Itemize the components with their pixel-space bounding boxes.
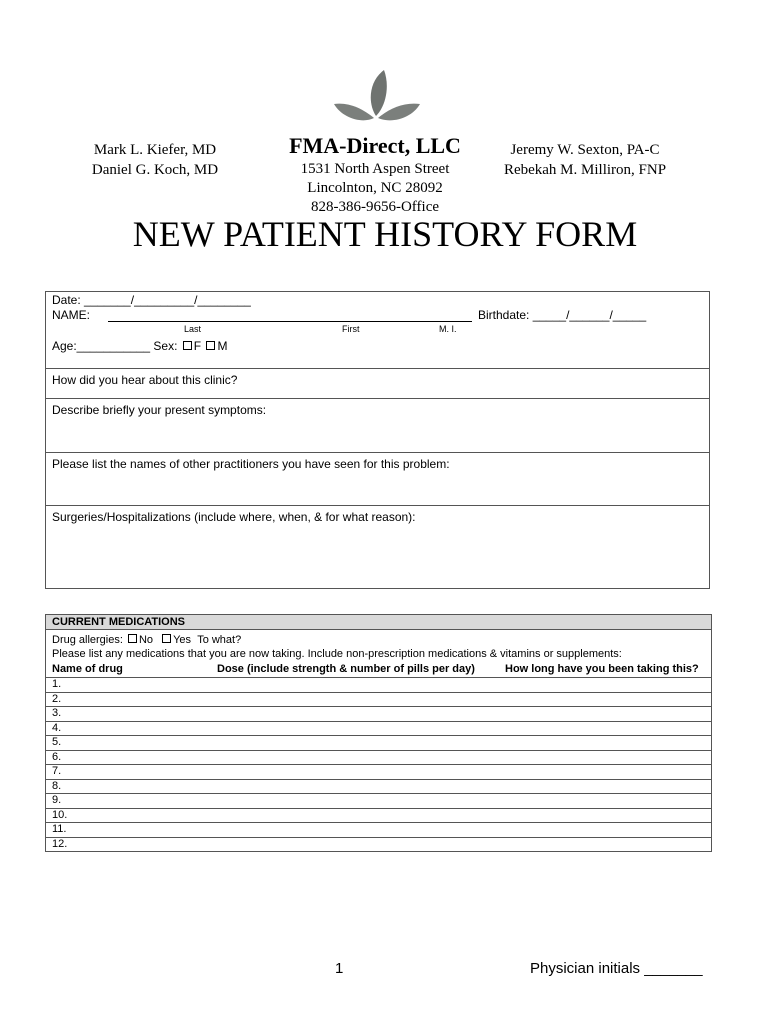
col-header-dose: Dose (include strength & number of pills per day) bbox=[217, 663, 475, 675]
physician-initials-field[interactable]: Physician initials _______ bbox=[530, 960, 703, 977]
patient-info-box bbox=[45, 291, 710, 589]
allergies-no-checkbox[interactable] bbox=[128, 634, 137, 643]
medication-row[interactable]: 4. bbox=[46, 721, 711, 736]
medications-box bbox=[45, 614, 712, 852]
allergies-line bbox=[52, 634, 241, 647]
surgeries-question: Surgeries/Hospitalizations (include where, when, & for what reason): bbox=[52, 510, 416, 524]
physician-name: Jeremy W. Sexton, PA-C bbox=[510, 142, 660, 158]
age-sex-label[interactable]: Age:___________ Sex: bbox=[52, 339, 178, 353]
form-title: NEW PATIENT HISTORY FORM bbox=[132, 214, 638, 254]
medication-row[interactable]: 10. bbox=[46, 808, 711, 823]
col-header-name: Name of drug bbox=[52, 663, 123, 675]
birthdate-field[interactable]: Birthdate: _____/______/_____ bbox=[478, 308, 647, 322]
allergies-to-what[interactable]: To what? bbox=[197, 634, 242, 646]
medication-row[interactable]: 12. bbox=[46, 837, 711, 852]
symptoms-row[interactable] bbox=[46, 399, 709, 453]
medication-row[interactable]: 3. bbox=[46, 706, 711, 721]
sex-male-checkbox[interactable] bbox=[206, 341, 215, 350]
leaf-logo bbox=[332, 66, 422, 122]
physician-name: Daniel G. Koch, MD bbox=[91, 162, 219, 178]
name-sub-last: Last bbox=[184, 324, 202, 334]
date-field[interactable]: Date: _______/_________/________ bbox=[52, 293, 251, 307]
medications-heading: CURRENT MEDICATIONS bbox=[46, 615, 711, 630]
age-sex-line bbox=[52, 339, 227, 353]
header-company-block bbox=[275, 132, 475, 217]
phone-line: 828-386-9656-Office bbox=[310, 199, 440, 215]
allergies-label: Drug allergies: bbox=[52, 634, 123, 646]
name-field[interactable] bbox=[108, 321, 472, 322]
medication-row[interactable]: 2. bbox=[46, 692, 711, 707]
demographics-row bbox=[46, 292, 709, 369]
referral-question: How did you hear about this clinic? bbox=[52, 373, 238, 387]
page-number: 1 bbox=[335, 960, 344, 977]
address-line: 1531 North Aspen Street bbox=[300, 161, 450, 177]
medication-row[interactable]: 8. bbox=[46, 779, 711, 794]
medication-row[interactable]: 6. bbox=[46, 750, 711, 765]
practitioners-row[interactable] bbox=[46, 453, 709, 506]
name-sub-first: First bbox=[342, 324, 360, 334]
symptoms-question: Describe briefly your present symptoms: bbox=[52, 403, 267, 417]
physician-name: Mark L. Kiefer, MD bbox=[93, 142, 217, 158]
allergies-no-label: No bbox=[138, 634, 154, 646]
company-name: FMA-Direct, LLC bbox=[289, 133, 461, 158]
allergies-yes-checkbox[interactable] bbox=[162, 634, 171, 643]
medication-row[interactable]: 5. bbox=[46, 735, 711, 750]
sex-female-checkbox[interactable] bbox=[183, 341, 192, 350]
header-physicians-right bbox=[485, 140, 685, 180]
medication-row[interactable]: 1. bbox=[46, 677, 711, 692]
header-physicians-left bbox=[60, 140, 250, 180]
medication-row[interactable]: 7. bbox=[46, 764, 711, 779]
practitioners-question: Please list the names of other practitioners you have seen for this problem: bbox=[52, 457, 450, 471]
referral-row[interactable] bbox=[46, 369, 709, 399]
surgeries-row[interactable] bbox=[46, 506, 709, 590]
sex-male-label: M bbox=[217, 339, 228, 353]
address-line: Lincolnton, NC 28092 bbox=[307, 180, 443, 196]
medication-row[interactable]: 9. bbox=[46, 793, 711, 808]
medication-row[interactable]: 11. bbox=[46, 822, 711, 837]
name-sub-mi: M. I. bbox=[439, 324, 457, 334]
col-header-duration: How long have you been taking this? bbox=[505, 663, 699, 675]
name-label: NAME: bbox=[52, 308, 91, 322]
allergies-yes-label: Yes bbox=[173, 634, 192, 646]
sex-female-label: F bbox=[193, 339, 202, 353]
physician-name: Rebekah M. Milliron, FNP bbox=[503, 162, 667, 178]
medications-instructions: Please list any medications that you are now taking. Include non-prescription medications & vitamins or supplements: bbox=[52, 648, 622, 660]
